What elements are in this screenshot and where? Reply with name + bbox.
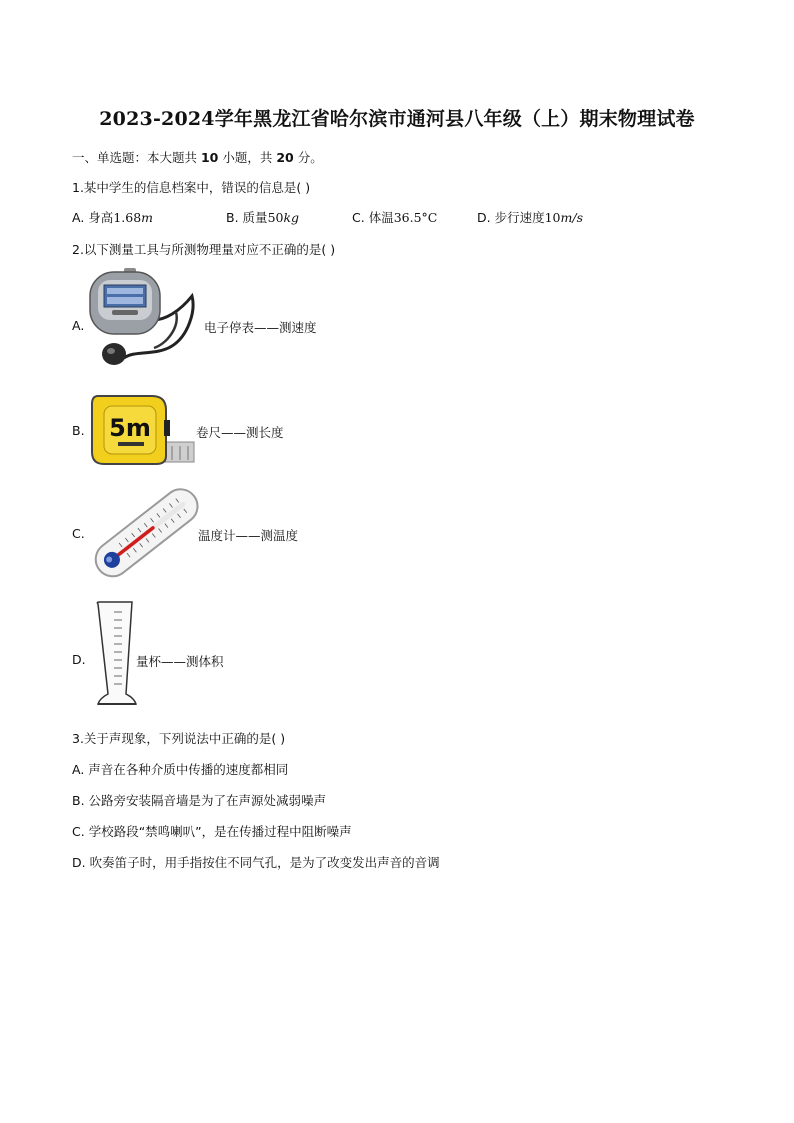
option-caption: 温度计——测温度 xyxy=(198,528,299,543)
option-letter: D. xyxy=(477,210,491,225)
tape-brand-text: 5m xyxy=(109,414,151,442)
q1-option-a[interactable] xyxy=(72,208,153,226)
option-letter: C. xyxy=(72,824,85,839)
option-value: 36.5°C xyxy=(393,210,438,225)
option-letter: D. xyxy=(72,652,86,667)
section-suffix: 分。 xyxy=(293,150,323,165)
option-caption: 量杯——测体积 xyxy=(136,654,224,669)
option-text: 吹奏笛子时，用手指按住不同气孔，是为了改变发出声音的音调 xyxy=(89,855,440,870)
option-letter: C. xyxy=(72,526,85,541)
question-3-stem: 3.关于声现象，下列说法中正确的是( ) xyxy=(72,731,286,746)
q3-option-c[interactable] xyxy=(72,822,352,840)
q1-option-c[interactable] xyxy=(352,208,437,226)
question-count: 10 xyxy=(200,150,219,165)
tape-measure-icon xyxy=(90,390,200,470)
q3-option-a[interactable] xyxy=(72,760,288,778)
option-value: 50kg xyxy=(267,210,300,225)
section-heading xyxy=(72,148,323,166)
q1-option-b[interactable] xyxy=(226,208,299,226)
option-text: 步行速度 xyxy=(494,210,545,225)
option-letter: A. xyxy=(72,210,85,225)
option-caption: 电子停表——测速度 xyxy=(204,320,317,335)
option-letter: A. xyxy=(72,318,85,333)
option-letter: C. xyxy=(352,210,365,225)
section-prefix: 一、单选题：本大题共 xyxy=(72,150,201,165)
option-text: 身高 xyxy=(88,210,114,225)
thermometer-icon xyxy=(88,476,206,588)
q1-option-d[interactable] xyxy=(477,208,583,226)
option-value: 1.68m xyxy=(113,210,154,225)
option-text: 声音在各种介质中传播的速度都相同 xyxy=(88,762,289,777)
section-middle: 小题，共 xyxy=(218,150,277,165)
q2-option-a[interactable] xyxy=(72,266,372,384)
option-letter: D. xyxy=(72,855,86,870)
option-value: 10m/s xyxy=(544,210,583,225)
option-text: 体温 xyxy=(368,210,394,225)
section-score: 20 xyxy=(276,150,294,165)
question-1-stem: 1.某中学生的信息档案中，错误的信息是( ) xyxy=(72,180,311,195)
option-text: 质量 xyxy=(242,210,268,225)
option-text: 学校路段“禁鸣喇叭”，是在传播过程中阻断噪声 xyxy=(88,824,352,839)
option-letter: B. xyxy=(72,423,85,438)
q2-option-c[interactable] xyxy=(72,476,372,588)
option-letter: B. xyxy=(226,210,239,225)
option-text: 公路旁安装隔音墙是为了在声源处减弱噪声 xyxy=(88,793,327,808)
measuring-cup-icon xyxy=(92,598,142,714)
q2-option-b[interactable] xyxy=(72,390,372,470)
option-letter: B. xyxy=(72,793,85,808)
q3-option-d[interactable] xyxy=(72,853,440,871)
exam-title: 2023-2024学年黑龙江省哈尔滨市通河县八年级（上）期末物理试卷 xyxy=(99,108,695,130)
option-letter: A. xyxy=(72,762,85,777)
option-caption: 卷尺——测长度 xyxy=(196,425,284,440)
q3-option-b[interactable] xyxy=(72,791,326,809)
q2-option-d[interactable] xyxy=(72,598,372,714)
question-2-stem: 2.以下测量工具与所测物理量对应不正确的是( ) xyxy=(72,242,336,257)
stopwatch-icon xyxy=(84,266,204,384)
